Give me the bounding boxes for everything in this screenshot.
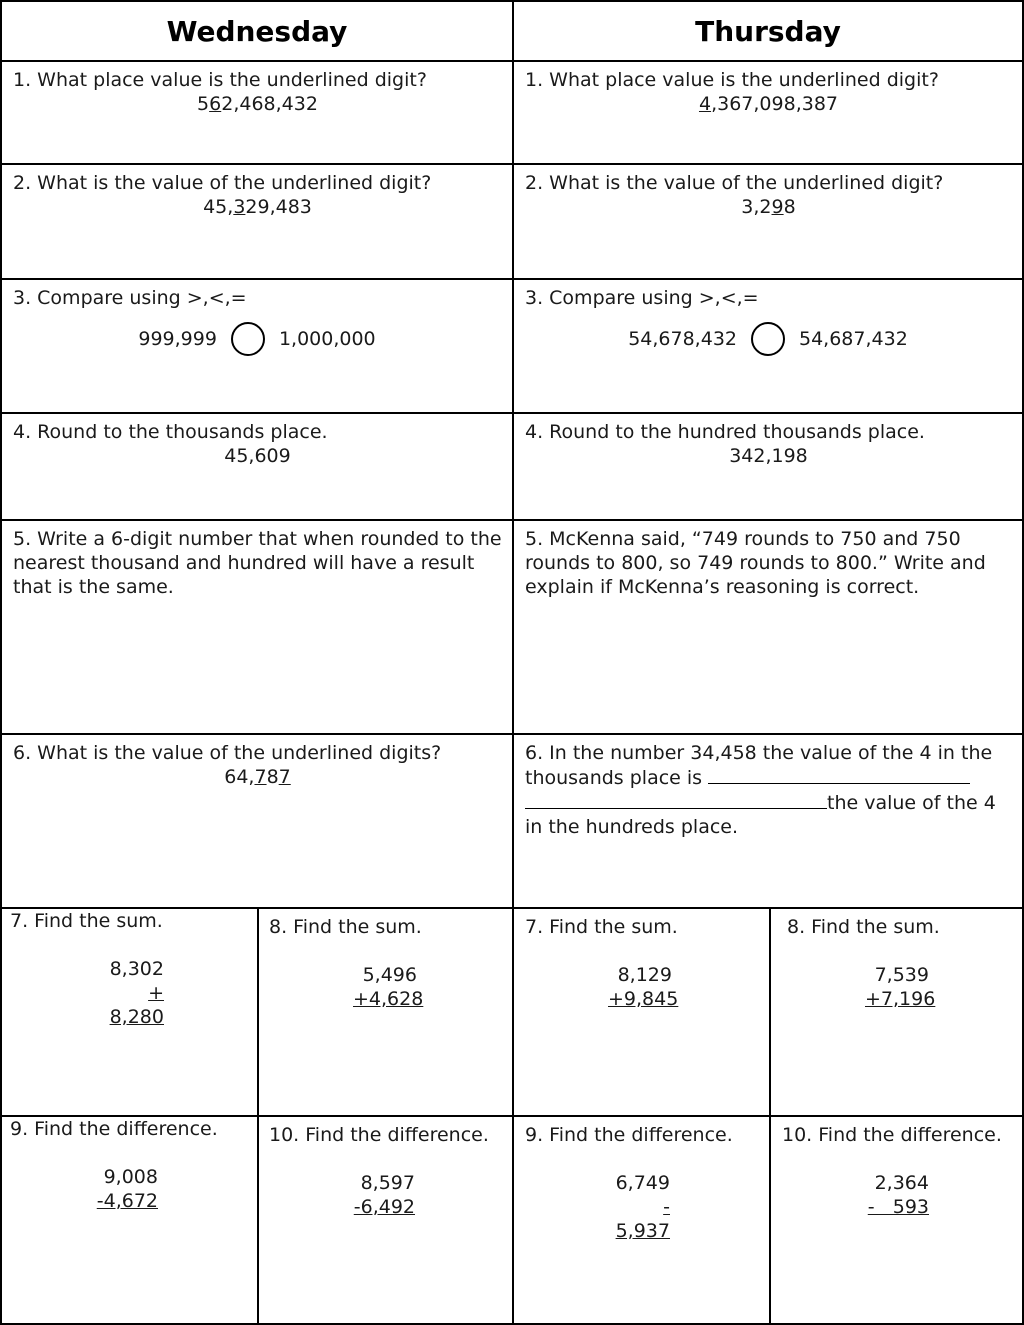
thu-q3-right-number: 54,687,432 (799, 328, 908, 350)
thu-q7-problem (608, 963, 679, 1011)
thu-q8-problem (865, 963, 936, 1011)
thu-q10-top: 2,364 (874, 1172, 929, 1194)
wed-q3-compare (2, 322, 512, 356)
wed-q7 (2, 909, 259, 1117)
wed-q10-bottom: -6,492 (353, 1196, 415, 1218)
wed-q7-bottom: + 8,280 (109, 982, 164, 1028)
wed-q9-prompt: 9. Find the difference. (10, 1118, 218, 1140)
thu-q6-text (525, 741, 1012, 839)
wed-q3-right-number: 1,000,000 (278, 328, 376, 350)
header-wednesday (2, 2, 514, 62)
thu-q4-number: 342,198 (729, 445, 808, 467)
wed-q2-prompt: 2. What is the value of the underlined digit? (13, 172, 432, 194)
thu-q1-number (525, 92, 1012, 116)
wed-q3-left-number: 999,999 (138, 328, 217, 350)
header-thursday (514, 2, 1024, 62)
wed-q9-bottom: -4,672 (96, 1190, 158, 1212)
wed-q10-top: 8,597 (360, 1172, 415, 1194)
thu-q8-bottom: +7,196 (865, 988, 936, 1010)
wed-q8-problem (353, 963, 424, 1011)
thu-q2-num-pre: 3,2 (741, 196, 772, 218)
thu-q9 (514, 1117, 771, 1325)
wed-q9 (2, 1117, 259, 1325)
wed-q7-top: 8,302 (109, 958, 164, 980)
wed-q1-num-pre: 5 (197, 93, 210, 115)
wed-q2-underlined-digit: 3 (233, 196, 246, 218)
thu-q1-num-post: ,367,098,387 (711, 93, 838, 115)
answer-blank-2[interactable] (525, 790, 827, 809)
thu-q8-top: 7,539 (874, 964, 929, 986)
wed-q1-underlined-digit: 6 (209, 93, 222, 115)
wed-q8 (259, 909, 514, 1117)
wed-q8-bottom: +4,628 (353, 988, 424, 1010)
wed-q6-prompt: 6. What is the value of the underlined digits? (13, 742, 442, 764)
answer-blank-1[interactable] (708, 765, 970, 784)
wed-q5[interactable] (2, 521, 514, 735)
wed-q4-number: 45,609 (224, 445, 291, 467)
thu-q2-prompt: 2. What is the value of the underlined digit? (525, 172, 944, 194)
wed-q10 (259, 1117, 514, 1325)
compare-circle[interactable] (751, 322, 785, 356)
wed-q6-num-mid: 8 (266, 766, 279, 788)
thu-q6-prompt-b: the value of the 4 in the hundreds place. (525, 792, 996, 838)
header-wednesday-label: Wednesday (166, 14, 348, 48)
wed-q1-prompt: 1. What place value is the underlined digit? (13, 69, 427, 91)
thu-q9-prompt: 9. Find the difference. (525, 1124, 733, 1146)
wed-q9-top: 9,008 (103, 1166, 158, 1188)
wed-q2-num-post: 29,483 (245, 196, 312, 218)
wed-q2 (2, 165, 514, 280)
wed-q1 (2, 62, 514, 165)
header-thursday-label: Thursday (695, 14, 841, 48)
thu-q10-bottom: - 593 (867, 1196, 929, 1218)
thu-q3-compare (514, 322, 1022, 356)
wed-q6-underlined-digit-1: 7 (254, 766, 267, 788)
wed-q7-prompt: 7. Find the sum. (10, 910, 163, 932)
thu-q5[interactable] (514, 521, 1024, 735)
wed-q6-number (13, 765, 502, 789)
wed-q9-problem (96, 1165, 158, 1213)
thu-q4-prompt: 4. Round to the hundred thousands place. (525, 421, 925, 443)
thu-q2-number (525, 195, 1012, 219)
wed-q3-prompt: 3. Compare using >,<,= (13, 287, 247, 309)
wed-q5-prompt: 5. Write a 6-digit number that when rounded to the nearest thousand and hundred will have a result that is the same. (13, 528, 502, 598)
thu-q7-prompt: 7. Find the sum. (525, 916, 678, 938)
wed-q1-number (13, 92, 502, 116)
thu-q2-num-post: 8 (783, 196, 796, 218)
wed-q6-num-pre: 64, (224, 766, 255, 788)
wed-q8-top: 5,496 (362, 964, 417, 986)
wed-q2-num-pre: 45, (203, 196, 234, 218)
wed-q10-prompt: 10. Find the difference. (269, 1124, 489, 1146)
thu-q8 (771, 909, 1024, 1117)
wed-q10-problem (353, 1171, 415, 1219)
thu-q4 (514, 414, 1024, 521)
thu-q10-problem (867, 1171, 929, 1219)
wed-q2-number (13, 195, 502, 219)
thu-q5-prompt: 5. McKenna said, “749 rounds to 750 and 750 rounds to 800, so 749 rounds to 800.” Write and explain if McKenna’s reasoning is correct. (525, 528, 986, 598)
thu-q8-prompt: 8. Find the sum. (787, 916, 940, 938)
thu-q3-prompt: 3. Compare using >,<,= (525, 287, 759, 309)
thu-q9-problem (604, 1171, 670, 1243)
thu-q10-prompt: 10. Find the difference. (782, 1124, 1002, 1146)
thu-q3 (514, 280, 1024, 414)
thu-q6-prompt-a: 6. In the number 34,458 the value of the 4 in the thousands place is (525, 742, 993, 789)
thu-q1 (514, 62, 1024, 165)
thu-q7-top: 8,129 (617, 964, 672, 986)
wed-q8-prompt: 8. Find the sum. (269, 916, 422, 938)
thu-q7-bottom: +9,845 (608, 988, 679, 1010)
wed-q4-prompt: 4. Round to the thousands place. (13, 421, 328, 443)
compare-circle[interactable] (231, 322, 265, 356)
thu-q10 (771, 1117, 1024, 1325)
thu-q3-left-number: 54,678,432 (628, 328, 737, 350)
thu-q1-underlined-digit: 4 (698, 93, 712, 115)
wed-q7-problem (96, 957, 164, 1029)
thu-q9-bottom: - 5,937 (615, 1196, 670, 1242)
wed-q1-num-post: 2,468,432 (221, 93, 318, 115)
thu-q9-top: 6,749 (615, 1172, 670, 1194)
thu-q7 (514, 909, 771, 1117)
thu-q6 (514, 735, 1024, 909)
thu-q2 (514, 165, 1024, 280)
wed-q4 (2, 414, 514, 521)
wed-q6-underlined-digit-2: 7 (278, 766, 291, 788)
wed-q3 (2, 280, 514, 414)
wed-q6 (2, 735, 514, 909)
thu-q1-prompt: 1. What place value is the underlined digit? (525, 69, 939, 91)
thu-q2-underlined-digit: 9 (771, 196, 784, 218)
